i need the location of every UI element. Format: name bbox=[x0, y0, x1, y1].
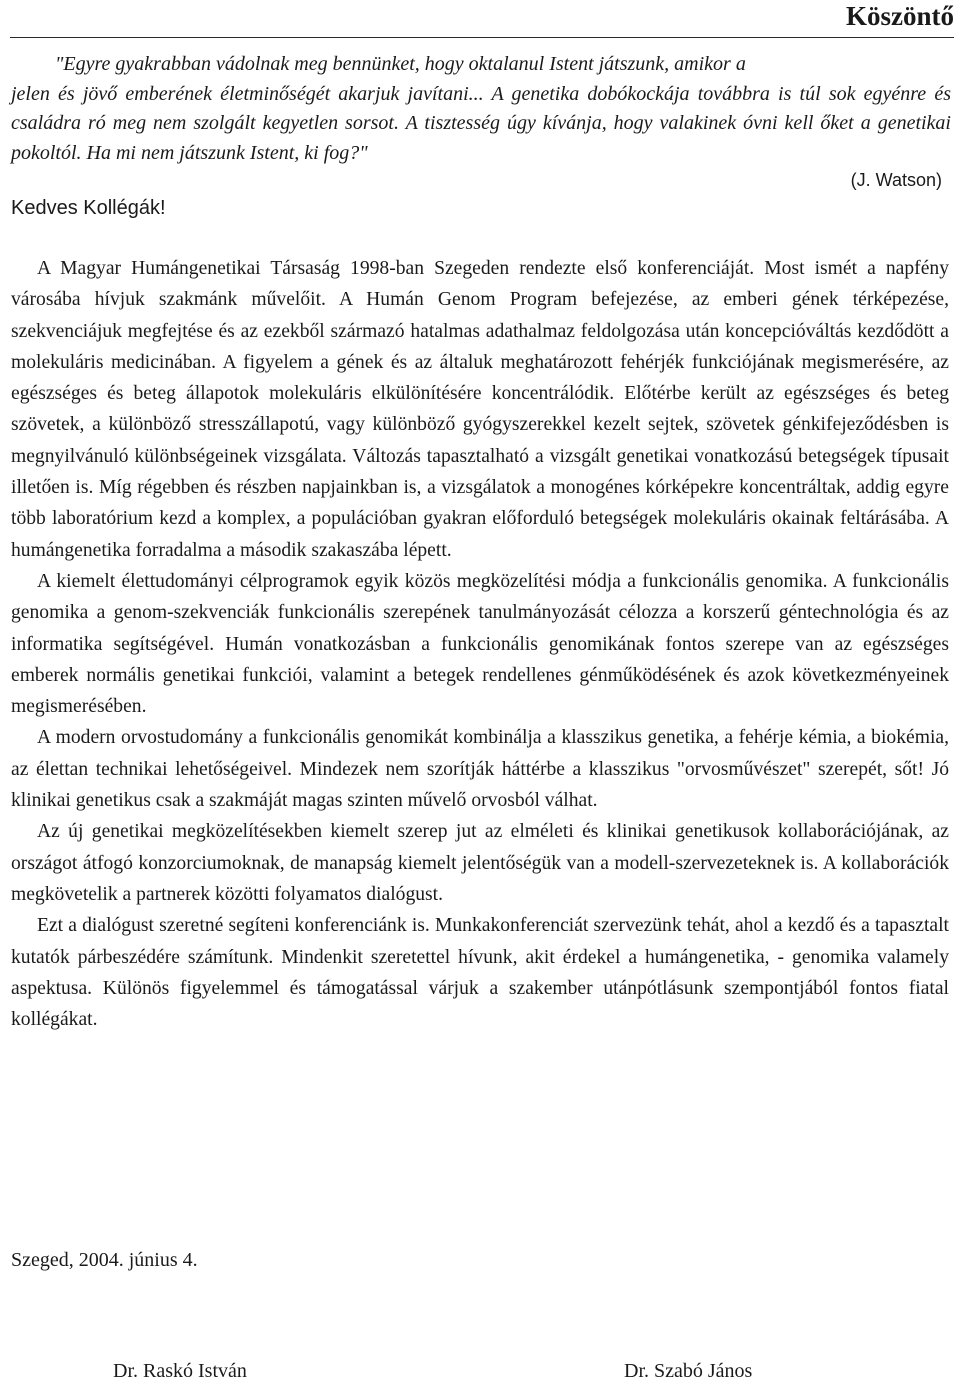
paragraph: Ezt a dialógust szeretné segíteni konferenciánk is. Munkakonferenciát szervezünk tehát, ahol a kezdő és a tapasztalt kutatók párbeszédére számítunk. Mindenkit szeretettel hívunk, akit érdekel a humángenetika, - genomika valamely aspektusa. Különös figyelemmel és támogatással várjuk a szakember utánpótlásunk szempontjából fontos fiatal kollégákat. bbox=[11, 915, 949, 1031]
page-title: Köszöntő bbox=[846, 1, 954, 31]
signature-left: Dr. Raskó István bbox=[113, 1360, 247, 1382]
quote-body: jelen és jövő emberének életminőségét akarjuk javítani... A genetika dobókockája továbbra is túl sok egyénre és családra ró meg nem szolgált kegyetlen sorsot. A tisztesség úgy kívánja, hogy valakinek óvni kell őket a genetikai pokoltól. Ha mi nem játszunk Istent, ki fog?" bbox=[11, 82, 951, 164]
signature-right: Dr. Szabó János bbox=[624, 1360, 753, 1382]
salutation: Kedves Kollégák! bbox=[11, 197, 166, 219]
paragraph: Az új genetikai megközelítésekben kiemelt szerep jut az elméleti és klinikai genetikusok kollaborációjának, az országot átfogó konzorciumoknak, de manapság kiemelt jelentőségük van a modell-szervezeteknek is. A kollaborációk megkövetelik a partnerek közötti folyamatos dialógust. bbox=[11, 821, 949, 905]
epigraph-quote bbox=[11, 50, 951, 168]
paragraph: A modern orvostudomány a funkcionális genomikát kombinálja a klasszikus genetika, a fehérje kémia, a biokémia, az élettan technikai lehetőségeivel. Mindezek nem szorítják háttérbe a klasszikus "orvosművészet" szerepét, sőt! Jó klinikai genetikus csak a szakmáját magas szinten művelő orvosból válhat. bbox=[11, 727, 949, 812]
paragraph: A Magyar Humángenetikai Társaság 1998-ban Szegeden rendezte első konferenciáját. Most ismét a napfény városába hívjuk szakmánk művelőit. A Humán Genom Program befejezése, az emberi gének térképezése, szekvenciájuk megfejtése és az ezekből származó hatalmas adathalmaz feldolgozása után koncepcióváltás kezdődött a molekuláris medicinában. A figyelem a gének és az általuk meghatározott fehérjék funkciójának megismerésére, az egészséges és beteg állapotok molekuláris elkülönítésére koncentrálódik. Előtérbe került az egészséges és beteg szövetek, a különböző stresszállapotú, vagy különböző gyógyszerekkel kezelt sejtek, szövetek génkifejeződésben is megnyilvánuló különbségeinek vizsgálata. Változás tapasztalható a vizsgált genetikai vonatkozású betegségek típusait illetően is. Míg régebben és részben napjainkban is, a vizsgálatok a monogénes kórképekre koncentráltak, addig egyre több laboratórium kezd a komplex, a populációban gyakran előforduló betegségek molekuláris okainak feltárásába. A humángenetika forradalma a második szakaszába lépett. bbox=[11, 258, 949, 561]
quote-first-line: "Egyre gyakrabban vádolnak meg bennünket, hogy oktalanul Istent játszunk, amikor a bbox=[55, 53, 746, 75]
quote-attribution: (J. Watson) bbox=[850, 170, 942, 190]
title-divider bbox=[10, 37, 954, 38]
paragraph: A kiemelt élettudományi célprogramok egyik közös megközelítési módja a funkcionális genomika. A funkcionális genomika a genom-szekvenciák funkcionális szerepének tanulmányozását célozza a korszerű géntechnológia és az informatika segítségével. Humán vonatkozásban a funkcionális genomikának fontos szerepe van az egészséges emberek normális genetikai funkciói, valamint a betegek rendellenes génműködésének és azok következményeinek megismerésében. bbox=[11, 570, 949, 718]
place-and-date: Szeged, 2004. június 4. bbox=[11, 1249, 198, 1271]
letter-body bbox=[11, 253, 949, 1035]
